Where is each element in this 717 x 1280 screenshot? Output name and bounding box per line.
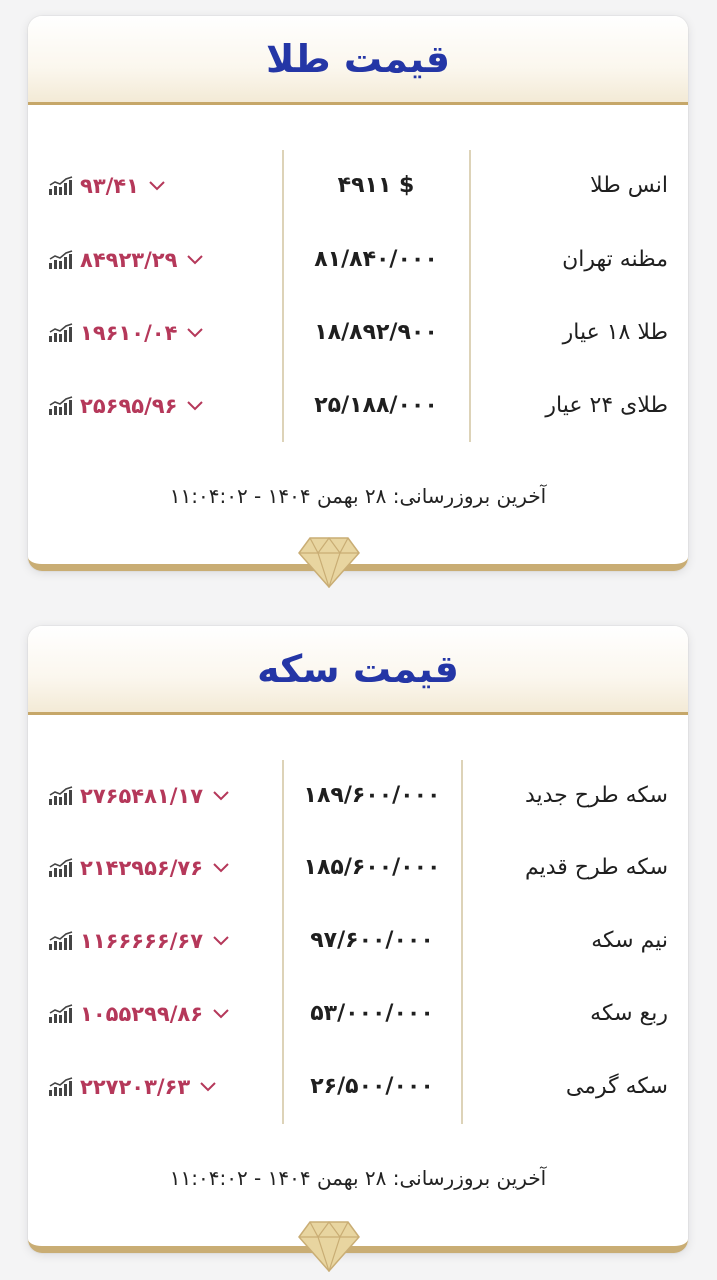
row-label: مظنه تهران [562, 247, 668, 272]
change-value: ۱۹۶۱۰/۰۴ [80, 321, 178, 345]
row-change[interactable] [48, 166, 165, 206]
row-price: ۲۶/۵۰۰/۰۰۰ [310, 1074, 434, 1099]
row-price: ۵۳/۰۰۰/۰۰۰ [310, 1001, 434, 1026]
chevron-down-icon [149, 181, 165, 191]
coin-row-quarter[interactable] [28, 994, 688, 1034]
row-change[interactable] [48, 313, 203, 353]
chevron-down-icon [187, 401, 203, 411]
chevron-down-icon [213, 1009, 229, 1019]
row-price: ۴۹۱۱ $ [337, 173, 415, 198]
chevron-down-icon [187, 255, 203, 265]
change-value: ۸۴۹۲۳/۲۹ [80, 248, 178, 272]
row-label: نیم سکه [591, 928, 668, 953]
chevron-down-icon [213, 791, 229, 801]
coin-row-half[interactable] [28, 921, 688, 961]
row-label: ربع سکه [590, 1001, 668, 1026]
row-change[interactable] [48, 776, 229, 816]
coin-row-new-design[interactable] [28, 776, 688, 816]
chevron-down-icon [213, 863, 229, 873]
gold-row-ounce[interactable] [28, 166, 688, 206]
row-label: سکه طرح جدید [524, 783, 668, 808]
row-label: سکه گرمی [565, 1074, 668, 1099]
row-price: ۸۱/۸۴۰/۰۰۰ [314, 247, 438, 272]
chart-icon[interactable] [48, 176, 74, 196]
change-value: ۲۵۶۹۵/۹۶ [80, 394, 178, 418]
row-change[interactable] [48, 848, 229, 888]
chevron-down-icon [213, 936, 229, 946]
chart-icon[interactable] [48, 1077, 74, 1097]
gold-row-24k[interactable] [28, 386, 688, 426]
last-update-text: آخرین بروزرسانی: ۲۸ بهمن ۱۴۰۴ - ۱۱:۰۴:۰۲ [169, 484, 547, 508]
row-price: ۱۸۹/۶۰۰/۰۰۰ [303, 783, 441, 808]
gold-row-18k[interactable] [28, 313, 688, 353]
gold-card-header [28, 16, 688, 105]
row-label: طلا ۱۸ عیار [562, 320, 668, 345]
chart-icon[interactable] [48, 858, 74, 878]
chart-icon[interactable] [48, 1004, 74, 1024]
chart-icon[interactable] [48, 323, 74, 343]
row-price: ۱۸۵/۶۰۰/۰۰۰ [303, 855, 441, 880]
coin-row-gram[interactable] [28, 1067, 688, 1107]
change-value: ۱۰۵۵۲۹۹/۸۶ [80, 1002, 204, 1026]
chart-icon[interactable] [48, 931, 74, 951]
change-value: ۲۲۷۲۰۳/۶۳ [80, 1075, 191, 1099]
coin-card-title: قیمت سکه [257, 647, 459, 691]
gold-price-card [28, 16, 688, 571]
coin-price-card [28, 626, 688, 1253]
chart-icon[interactable] [48, 396, 74, 416]
row-price: ۲۵/۱۸۸/۰۰۰ [314, 393, 438, 418]
change-value: ۱۱۶۶۶۶۶/۶۷ [80, 929, 204, 953]
coin-card-header [28, 626, 688, 715]
row-change[interactable] [48, 994, 229, 1034]
chart-icon[interactable] [48, 250, 74, 270]
change-value: ۲۷۶۵۴۸۱/۱۷ [80, 784, 204, 808]
gold-row-tehran[interactable] [28, 240, 688, 280]
row-label: انس طلا [590, 173, 668, 198]
coin-row-old-design[interactable] [28, 848, 688, 888]
row-price: ۱۸/۸۹۲/۹۰۰ [314, 320, 438, 345]
row-change[interactable] [48, 1067, 216, 1107]
row-label: طلای ۲۴ عیار [545, 393, 668, 418]
chevron-down-icon [187, 328, 203, 338]
change-value: ۲۱۴۲۹۵۶/۷۶ [80, 856, 204, 880]
chevron-down-icon [200, 1082, 216, 1092]
diamond-icon [298, 536, 360, 588]
row-change[interactable] [48, 921, 229, 961]
gold-card-title: قیمت طلا [266, 37, 450, 81]
diamond-icon [298, 1220, 360, 1272]
change-value: ۹۳/۴۱ [80, 174, 139, 198]
row-change[interactable] [48, 386, 203, 426]
last-update-text: آخرین بروزرسانی: ۲۸ بهمن ۱۴۰۴ - ۱۱:۰۴:۰۲ [169, 1166, 547, 1190]
chart-icon[interactable] [48, 786, 74, 806]
row-change[interactable] [48, 240, 203, 280]
row-label: سکه طرح قدیم [524, 855, 668, 880]
row-price: ۹۷/۶۰۰/۰۰۰ [310, 928, 434, 953]
